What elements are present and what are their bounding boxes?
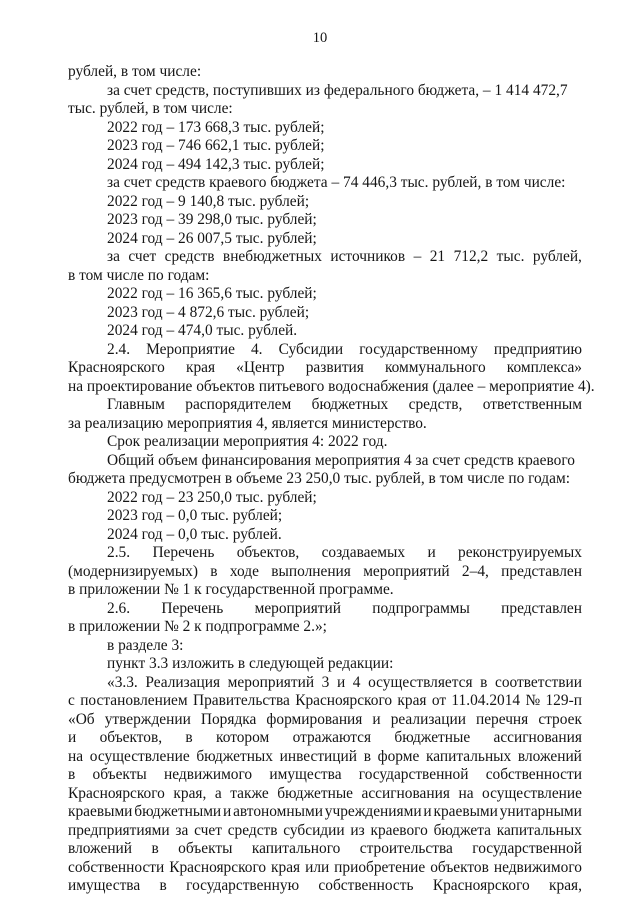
word: ответственным — [482, 396, 582, 413]
word: «Центр — [236, 359, 285, 376]
word: предприятиями — [68, 822, 170, 839]
word: ассигнования — [493, 729, 582, 746]
text-line — [107, 545, 582, 560]
word: мероприятий — [227, 674, 315, 691]
text-line: 2023 год – 39 298,0 тыс. рублей; — [107, 211, 317, 228]
word: ходе — [229, 563, 259, 580]
word: создаваемых — [321, 544, 406, 561]
text-line — [68, 564, 582, 579]
text-line: на проектирование объектов питьевого водоснабжения (далее – мероприятие 4). — [68, 378, 595, 395]
word: Красноярского — [432, 877, 530, 894]
word: края, — [173, 785, 207, 802]
word: бюджетные — [277, 785, 353, 802]
word: и — [336, 674, 346, 691]
word: краевого — [370, 822, 428, 839]
word: в — [210, 563, 218, 580]
word: имущества — [68, 877, 141, 894]
word: и — [372, 711, 381, 728]
word: в — [480, 674, 488, 691]
word: распорядителем — [185, 396, 292, 413]
word: утверждении — [104, 711, 191, 728]
word: – — [413, 248, 422, 265]
text-line: пункт 3.3 изложить в следующей редакции: — [107, 655, 394, 672]
word: комплекса» — [506, 359, 582, 376]
word: в — [151, 840, 159, 857]
word: объектов, — [99, 729, 163, 746]
word: инвестиций — [279, 748, 358, 765]
word: имущества — [269, 766, 342, 783]
text-line: за реализацию мероприятия 4, является министерство. — [68, 415, 427, 432]
text-line: 2024 год – 474,0 тыс. рублей. — [107, 322, 298, 339]
word: 2.4. — [107, 341, 131, 358]
word: 3 — [321, 674, 330, 691]
word: и — [423, 803, 432, 820]
word: отражаются — [292, 729, 372, 746]
word: 2.6. — [107, 600, 131, 617]
text-line — [68, 823, 582, 838]
word: в — [159, 877, 167, 894]
word: в — [363, 748, 371, 765]
word: автономными — [233, 803, 323, 820]
word: источников — [330, 248, 406, 265]
word: осуществление — [482, 785, 582, 802]
word: строительства — [359, 840, 453, 857]
word: реализации — [390, 711, 466, 728]
text-line: 2022 год – 16 365,6 тыс. рублей; — [107, 285, 317, 302]
text-line: 2024 год – 0,0 тыс. рублей. — [107, 526, 282, 543]
text-line — [68, 878, 582, 893]
text-line: 2024 год – 494 142,3 тыс. рублей; — [107, 156, 325, 173]
word: Красноярского — [68, 359, 165, 376]
word: 11.04.2014 — [451, 692, 521, 709]
word: на — [458, 785, 474, 802]
word: ассигнования — [361, 785, 450, 802]
word: от — [431, 692, 447, 709]
word: государственному — [359, 341, 478, 358]
word: бюджетных — [196, 748, 273, 765]
text-line: 2022 год – 9 140,8 тыс. рублей; — [107, 193, 310, 210]
word: в — [185, 729, 193, 746]
word: 2.5. — [107, 544, 131, 561]
word: краевыми — [433, 803, 498, 820]
text-line — [107, 397, 582, 412]
word: № — [525, 692, 541, 709]
word: с — [68, 692, 75, 709]
text-line: 2023 год – 746 662,1 тыс. рублей; — [107, 137, 325, 154]
word: предприятию — [493, 341, 582, 358]
word: развития — [305, 359, 364, 376]
word: государственной — [472, 840, 582, 857]
text-line: рублей, в том числе: — [68, 63, 202, 80]
word: из — [350, 822, 365, 839]
word: Правительства — [192, 692, 290, 709]
word: и — [68, 729, 77, 746]
word: 4 — [352, 674, 361, 691]
word: и — [223, 803, 232, 820]
word: Реализация — [145, 674, 221, 691]
text-line: 2022 год – 23 250,0 тыс. рублей; — [107, 489, 317, 506]
word: счет — [128, 248, 157, 265]
word: Красноярского — [295, 692, 393, 709]
word: «Об — [68, 711, 95, 728]
word: края, — [549, 877, 582, 894]
word: соответствии — [495, 674, 582, 691]
word: объектов, — [236, 544, 300, 561]
word: краевыми — [68, 803, 133, 820]
word: края — [185, 359, 216, 376]
word: бюджетных — [311, 396, 389, 413]
word: капитальных — [496, 822, 582, 839]
word: (модернизируемых) — [68, 563, 198, 580]
word: тыс. — [496, 248, 525, 265]
word: Порядка — [200, 711, 257, 728]
word: края — [397, 692, 427, 709]
word: собственности — [485, 766, 582, 783]
word: строек — [538, 711, 582, 728]
word: вложений — [517, 748, 582, 765]
text-line: за счет средств краевого бюджета – 74 446,3 тыс. рублей, в том числе: — [107, 174, 566, 191]
word: осуществляется — [368, 674, 473, 691]
word: форме — [377, 748, 420, 765]
word: мероприятий — [254, 600, 341, 617]
text-line: тыс. рублей, в том числе: — [68, 100, 233, 117]
text-line: в разделе 3: — [107, 637, 184, 654]
word: подпрограммы — [372, 600, 470, 617]
page-number: 10 — [312, 30, 328, 46]
word: бюджета — [433, 822, 491, 839]
word: Красноярского — [68, 785, 165, 802]
word: субсидии — [283, 822, 345, 839]
word: Перечень — [161, 600, 224, 617]
word: Красноярского — [169, 859, 267, 876]
word: 21 — [429, 248, 446, 265]
word: выполнения — [271, 563, 351, 580]
word: перечня — [475, 711, 529, 728]
word: объекты — [92, 766, 147, 783]
word: объектов — [430, 859, 489, 876]
word: постановлением — [80, 692, 188, 709]
text-line — [68, 360, 582, 375]
word: бюджетными — [134, 803, 222, 820]
word: формирования — [266, 711, 363, 728]
text-line — [68, 804, 582, 819]
word: внебюджетных — [222, 248, 322, 265]
text-line: 2023 год – 0,0 тыс. рублей; — [107, 507, 283, 524]
word: учреждениями — [324, 803, 422, 820]
word: объекты — [178, 840, 233, 857]
text-line — [68, 767, 582, 782]
word: реконструируемых — [458, 544, 582, 561]
word: унитарными — [499, 803, 582, 820]
text-line: бюджета предусмотрен в объеме 23 250,0 тыс. рублей, в том числе по годам: — [68, 470, 570, 487]
word: средств — [227, 822, 278, 839]
text-line: за счет средств, поступивших из федерального бюджета, – 1 414 472,7 — [107, 82, 568, 99]
word: капитального — [251, 840, 341, 857]
text-line: Срок реализации мероприятия 4: 2022 год. — [107, 433, 388, 450]
text-line — [107, 342, 582, 357]
text-line — [68, 712, 582, 727]
word: мероприятий — [363, 563, 450, 580]
word: 4. — [250, 341, 263, 358]
text-line — [107, 675, 582, 690]
word: за — [175, 822, 189, 839]
word: «3.3. — [107, 674, 138, 691]
word: государственной — [358, 766, 469, 783]
word: в — [68, 766, 76, 783]
word: Главным — [107, 396, 165, 413]
word: капитальных — [426, 748, 512, 765]
word: бюджетные — [394, 729, 471, 746]
word: 2–4, — [461, 563, 489, 580]
word: также — [230, 785, 269, 802]
word: Субсидии — [278, 341, 344, 358]
text-line: в том числе по годам: — [68, 267, 210, 284]
text-line: 2024 год – 26 007,5 тыс. рублей; — [107, 230, 317, 247]
word: средств — [164, 248, 215, 265]
word: осуществление — [89, 748, 190, 765]
word: приобретение — [334, 859, 426, 876]
word: недвижимого — [493, 859, 582, 876]
word: или — [305, 859, 330, 876]
text-line — [68, 860, 582, 875]
word: и — [427, 544, 436, 561]
word: собственности — [68, 859, 165, 876]
word: края — [271, 859, 301, 876]
word: а — [214, 785, 222, 802]
word: представлен — [501, 600, 582, 617]
word: средств, — [408, 396, 463, 413]
text-line: в приложении № 2 к подпрограмме 2.»; — [68, 618, 327, 635]
text-line: 2023 год – 4 872,6 тыс. рублей; — [107, 304, 310, 321]
word: котором — [216, 729, 270, 746]
word: Мероприятие — [146, 341, 235, 358]
text-line: в приложении № 1 к государственной программе. — [68, 581, 394, 598]
word: собственность — [318, 877, 414, 894]
word: коммунального — [384, 359, 486, 376]
text-line — [68, 841, 582, 856]
word: представлен — [501, 563, 582, 580]
text-line: Общий объем финансирования мероприятия 4 за счет средств краевого — [107, 452, 575, 469]
word: 129-п — [545, 692, 582, 709]
text-line: 2022 год – 173 668,3 тыс. рублей; — [107, 119, 325, 136]
word: государственную — [186, 877, 300, 894]
word: на — [68, 748, 84, 765]
text-line — [68, 693, 582, 708]
word: Перечень — [152, 544, 215, 561]
text-line — [68, 730, 582, 745]
word: недвижимого — [164, 766, 253, 783]
word: за — [107, 248, 120, 265]
text-line — [68, 786, 582, 801]
word: 712,2 — [453, 248, 489, 265]
word: счет — [194, 822, 222, 839]
word: рублей, — [532, 248, 582, 265]
text-line — [107, 249, 582, 264]
text-line — [68, 749, 582, 764]
word: вложений — [68, 840, 133, 857]
text-line — [107, 601, 582, 616]
